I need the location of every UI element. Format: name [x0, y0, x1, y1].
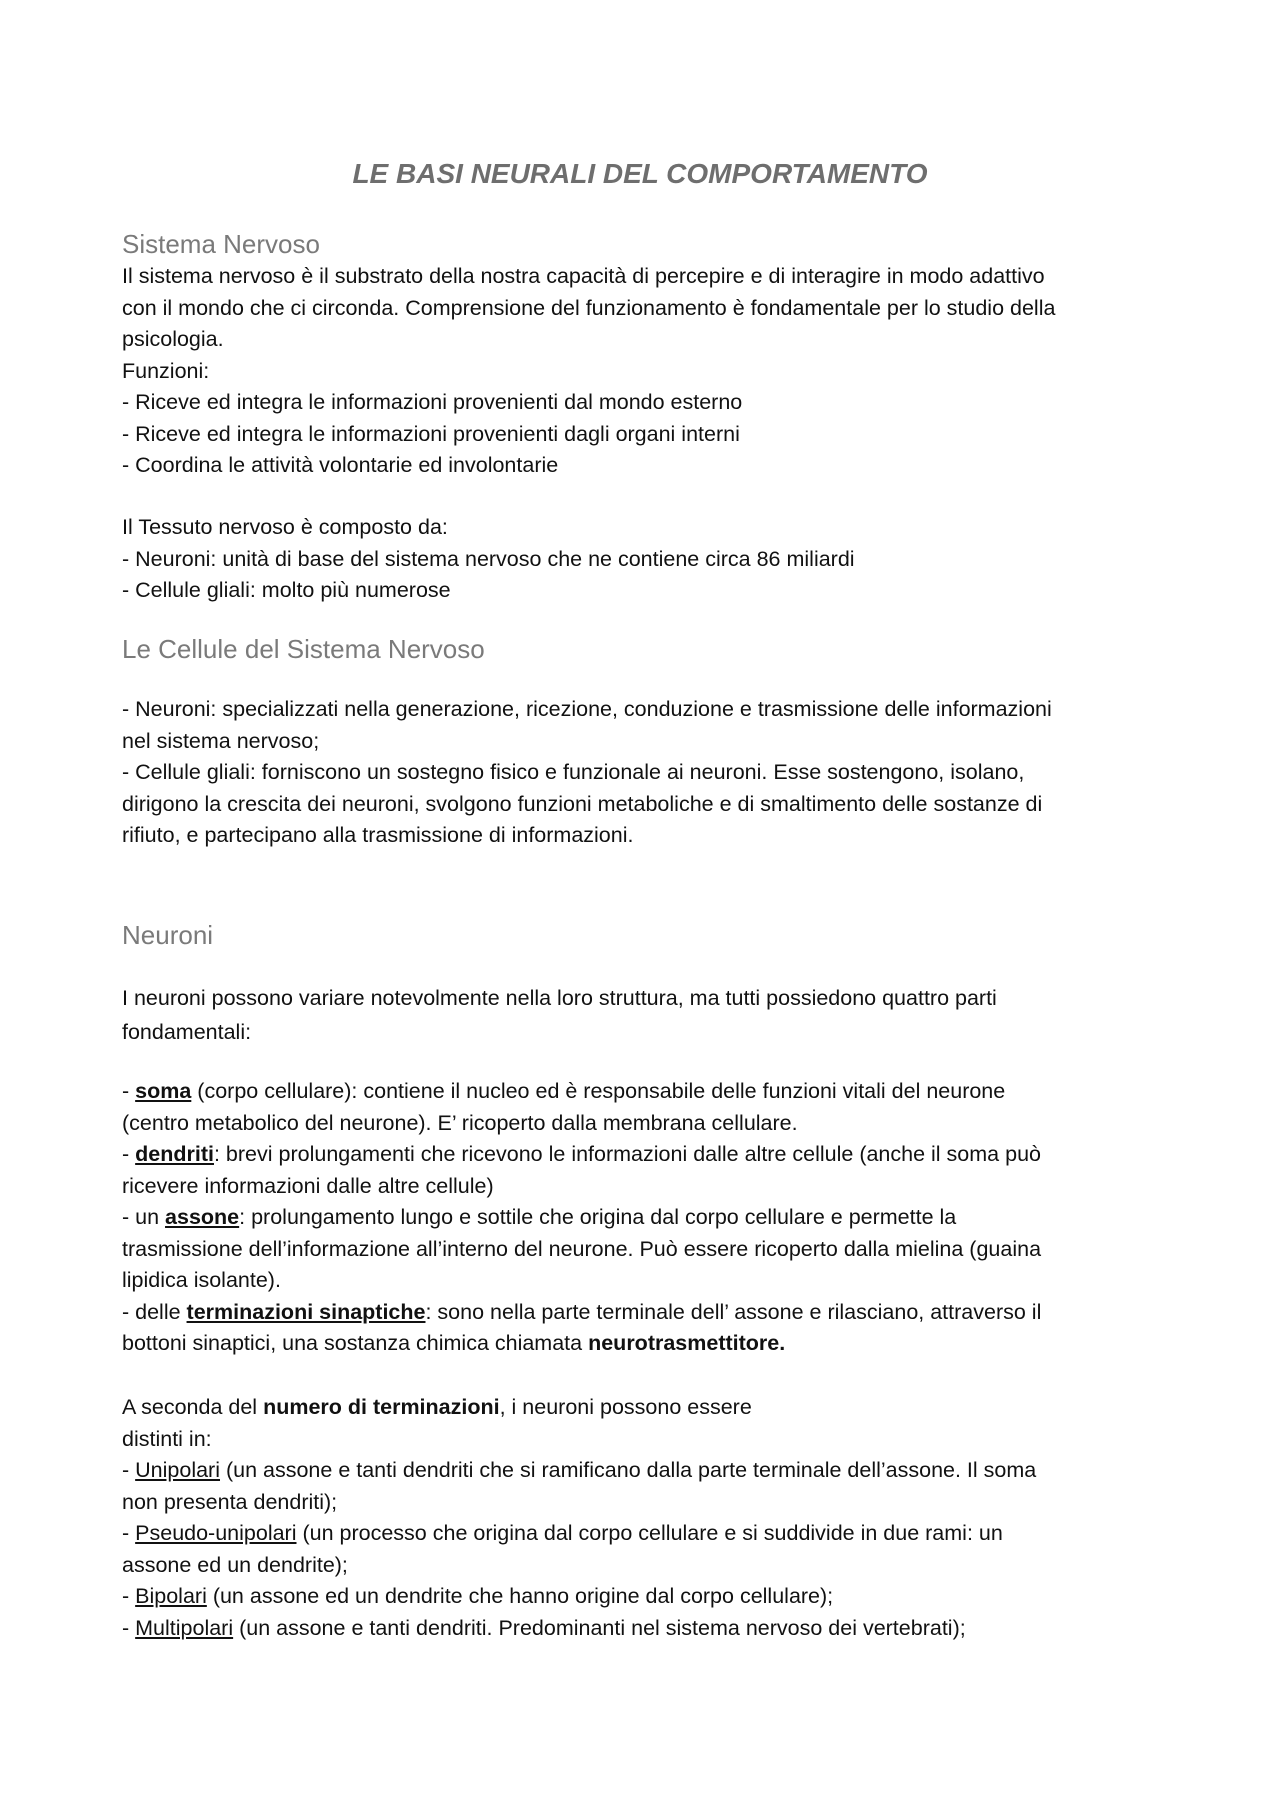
section1-intro [122, 261, 1162, 482]
term-soma: soma [135, 1079, 192, 1103]
term-unipolari: Unipolari [135, 1458, 220, 1482]
section-heading-neuroni: Neuroni [122, 920, 214, 950]
term-pseudo-unipolari: Pseudo-unipolari [135, 1521, 297, 1545]
text-line: Il sistema nervoso è il substrato della nostra capacità di percepire e di interagire in modo adattivo [122, 264, 1045, 288]
part-terminazioni: - delle terminazioni sinaptiche: sono nella parte terminale dell’ assone e rilasciano, attraverso il [122, 1299, 1042, 1324]
text-line: lipidica isolante). [122, 1268, 281, 1292]
tissue-label: Il Tessuto nervoso è composto da: [122, 515, 448, 539]
function-item: - Riceve ed integra le informazioni provenienti dal mondo esterno [122, 390, 743, 414]
functions-label: Funzioni: [122, 358, 210, 383]
text-line: assone ed un dendrite); [122, 1552, 348, 1577]
term-assone: assone [165, 1205, 240, 1229]
section-heading-sistema-nervoso: Sistema Nervoso [122, 229, 320, 259]
document-title: LE BASI NEURALI DEL COMPORTAMENTO [352, 158, 928, 189]
part-dendriti: - dendriti: brevi prolungamenti che ricevono le informazioni dalle altre cellule (anche il soma può [122, 1142, 1041, 1166]
text-line: rifiuto, e partecipano alla trasmissione di informazioni. [122, 823, 634, 847]
text-line: psicologia. [122, 327, 224, 351]
type-bipolari: - Bipolari (un assone ed un dendrite che hanno origine dal corpo cellulare); [122, 1584, 834, 1608]
section-heading-cellule: Le Cellule del Sistema Nervoso [122, 634, 485, 664]
tissue-item: - Cellule gliali: molto più numerose [122, 578, 451, 602]
text-line: nel sistema nervoso; [122, 728, 320, 753]
text-line: - Cellule gliali: forniscono un sostegno fisico e funzionale ai neuroni. Esse sostengono, isolano, [122, 760, 1025, 784]
type-unipolari: - Unipolari (un assone e tanti dendriti che si ramificano dalla parte terminale dell’assone. Il soma [122, 1458, 1037, 1482]
text-line: non presenta dendriti); [122, 1489, 338, 1514]
type-multipolari: - Multipolari (un assone e tanti dendriti. Predominanti nel sistema nervoso dei vertebrati); [122, 1615, 966, 1640]
classification-intro: A seconda del numero di terminazioni, i neuroni possono essere [122, 1395, 752, 1419]
term-terminazioni: terminazioni sinaptiche [186, 1299, 426, 1324]
term-neurotrasmettitore: neurotrasmettitore. [588, 1331, 786, 1355]
section1-tissue [122, 512, 1162, 607]
term-bipolari: Bipolari [135, 1584, 207, 1608]
neuron-parts [122, 1076, 1162, 1360]
function-item: - Coordina le attività volontarie ed involontarie [122, 453, 559, 477]
type-pseudo-unipolari: - Pseudo-unipolari (un processo che origina dal corpo cellulare e si suddivide in due rami: un [122, 1521, 1003, 1545]
text-line: (centro metabolico del neurone). E’ ricoperto dalla membrana cellulare. [122, 1110, 798, 1135]
term-multipolari: Multipolari [135, 1615, 234, 1640]
term-dendriti: dendriti [135, 1142, 214, 1166]
section2-body [122, 694, 1162, 852]
text-line: fondamentali: [122, 1020, 252, 1044]
part-soma: - soma (corpo cellulare): contiene il nucleo ed è responsabile delle funzioni vitali del neurone [122, 1079, 1006, 1103]
text-line: distinti in: [122, 1426, 212, 1451]
section3-intro [122, 981, 1162, 1049]
text-line: con il mondo che ci circonda. Comprensione del funzionamento è fondamentale per lo studio della [122, 295, 1056, 320]
text-line: - Neuroni: specializzati nella generazione, ricezione, conduzione e trasmissione delle informazioni [122, 697, 1052, 721]
text-line: I neuroni possono variare notevolmente nella loro struttura, ma tutti possiedono quattro parti [122, 986, 997, 1010]
text-line: bottoni sinaptici, una sostanza chimica chiamata neurotrasmettitore. [122, 1331, 786, 1355]
text-line: trasmissione dell’informazione all’interno del neurone. Può essere ricoperto dalla mielina (guaina [122, 1236, 1042, 1261]
text-line: dirigono la crescita dei neuroni, svolgono funzioni metaboliche e di smaltimento delle sostanze di [122, 791, 1043, 816]
function-item: - Riceve ed integra le informazioni provenienti dagli organi interni [122, 421, 740, 446]
part-assone: - un assone: prolungamento lungo e sottile che origina dal corpo cellulare e permette la [122, 1205, 957, 1229]
neuron-classification [122, 1392, 1162, 1644]
tissue-item: - Neuroni: unità di base del sistema nervoso che ne contiene circa 86 miliardi [122, 546, 855, 571]
term-numero-terminazioni: numero di terminazioni [263, 1395, 500, 1419]
text-line: ricevere informazioni dalle altre cellule) [122, 1173, 494, 1198]
